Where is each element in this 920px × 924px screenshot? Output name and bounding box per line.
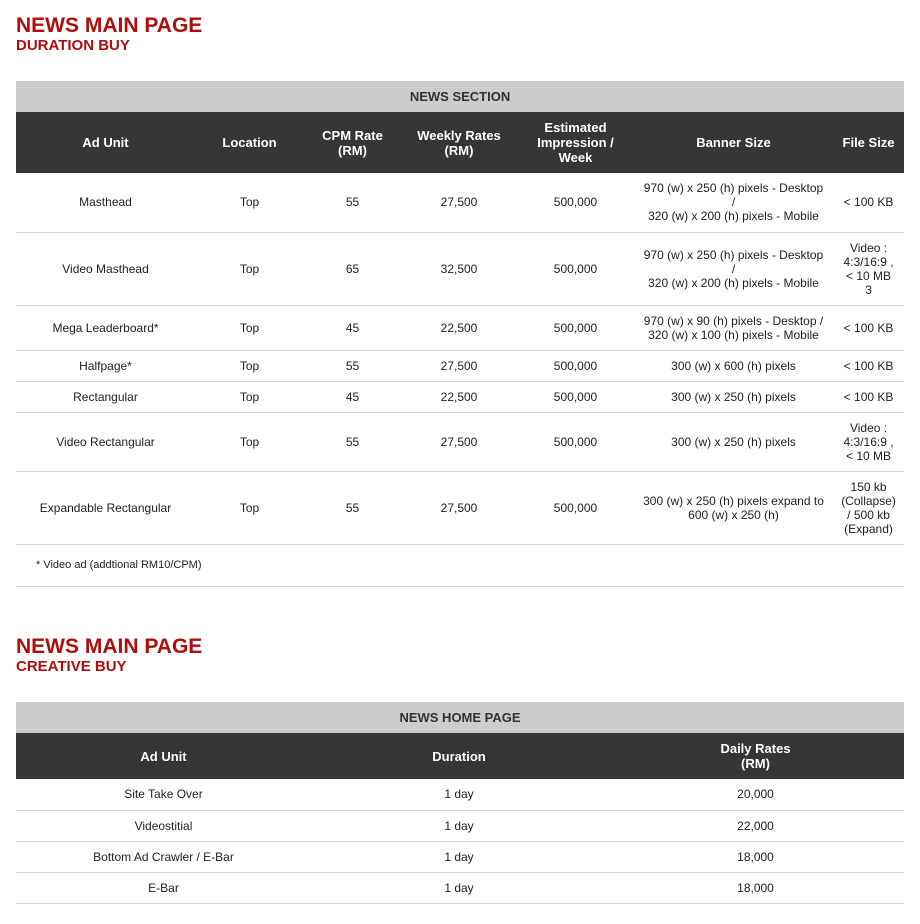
cell-file-size: Video : 4:3/16:9 , < 10 MB 3 [833,232,904,305]
header-estimated-impression: Estimated Impression / Week [517,112,634,173]
cell-file-size: 150 kb (Collapse) / 500 kb (Expand) [833,471,904,544]
cell-ad-unit: Mega Leaderboard* [16,305,195,350]
cell-banner-size: 300 (w) x 600 (h) pixels [634,350,833,381]
cell-daily-rate: 22,000 [607,810,904,841]
cell-ad-unit: Bottom Ad Crawler / E-Bar [16,841,311,872]
cell-impression: 500,000 [517,471,634,544]
cell-file-size: < 100 KB [833,305,904,350]
cell-impression: 500,000 [517,305,634,350]
header-file-size: File Size [833,112,904,173]
section2-title: NEWS MAIN PAGE [16,635,203,658]
duration-buy-table [16,81,904,587]
cell-duration: 1 day [311,872,607,903]
cell-ad-unit: Video Rectangular [16,412,195,471]
cell-ad-unit: Expandable Rectangular [16,471,195,544]
cell-cpm: 55 [304,412,401,471]
table-row [16,841,904,872]
cell-ad-unit: Masthead [16,173,195,232]
table-row [16,305,904,350]
cell-impression: 500,000 [517,232,634,305]
cell-location: Top [195,381,304,412]
table-row [16,412,904,471]
cell-location: Top [195,173,304,232]
cell-cpm: 55 [304,350,401,381]
table-row [16,471,904,544]
cell-file-size: < 100 KB [833,350,904,381]
cell-location: Top [195,232,304,305]
cell-banner-size: 300 (w) x 250 (h) pixels [634,381,833,412]
cell-impression: 500,000 [517,381,634,412]
cell-weekly: 22,500 [401,305,517,350]
cell-location: Top [195,412,304,471]
table-row [16,810,904,841]
cell-ad-unit: E-Bar [16,872,311,903]
cell-location: Top [195,350,304,381]
table-row [16,350,904,381]
table-row [16,779,904,810]
header-location: Location [195,112,304,173]
section2-subtitle: CREATIVE BUY [16,658,127,675]
table-row [16,872,904,903]
table-row [16,381,904,412]
table-caption: NEWS SECTION [16,81,904,112]
cell-daily-rate: 18,000 [607,841,904,872]
cell-ad-unit: Video Masthead [16,232,195,305]
header-daily-rates: Daily Rates (RM) [607,733,904,779]
cell-cpm: 55 [304,173,401,232]
cell-banner-size: 300 (w) x 250 (h) pixels [634,412,833,471]
header-weekly-rates: Weekly Rates (RM) [401,112,517,173]
section1-subtitle: DURATION BUY [16,37,130,54]
creative-buy-table [16,702,904,904]
cell-ad-unit: Videostitial [16,810,311,841]
cell-cpm: 55 [304,471,401,544]
cell-cpm: 45 [304,381,401,412]
cell-weekly: 27,500 [401,173,517,232]
cell-daily-rate: 18,000 [607,872,904,903]
cell-duration: 1 day [311,810,607,841]
cell-file-size: < 100 KB [833,381,904,412]
cell-duration: 1 day [311,779,607,810]
cell-location: Top [195,305,304,350]
cell-cpm: 45 [304,305,401,350]
cell-duration: 1 day [311,841,607,872]
cell-banner-size: 970 (w) x 250 (h) pixels - Desktop / 320 (w) x 200 (h) pixels - Mobile [634,173,833,232]
cell-weekly: 22,500 [401,381,517,412]
table-caption: NEWS HOME PAGE [16,702,904,733]
cell-weekly: 27,500 [401,350,517,381]
table-note-row [16,544,904,586]
section1-title: NEWS MAIN PAGE [16,14,203,37]
video-ad-note: * Video ad (addtional RM10/CPM) [16,544,904,586]
cell-daily-rate: 20,000 [607,779,904,810]
cell-impression: 500,000 [517,350,634,381]
cell-file-size: < 100 KB [833,173,904,232]
header-cpm-rate: CPM Rate (RM) [304,112,401,173]
cell-weekly: 27,500 [401,412,517,471]
table-row [16,232,904,305]
cell-ad-unit: Rectangular [16,381,195,412]
header-duration: Duration [311,733,607,779]
cell-impression: 500,000 [517,412,634,471]
table-row [16,173,904,232]
cell-ad-unit: Halfpage* [16,350,195,381]
header-ad-unit: Ad Unit [16,112,195,173]
header-banner-size: Banner Size [634,112,833,173]
header-ad-unit: Ad Unit [16,733,311,779]
cell-cpm: 65 [304,232,401,305]
cell-location: Top [195,471,304,544]
cell-ad-unit: Site Take Over [16,779,311,810]
cell-banner-size: 300 (w) x 250 (h) pixels expand to 600 (w) x 250 (h) [634,471,833,544]
cell-weekly: 32,500 [401,232,517,305]
cell-file-size: Video : 4:3/16:9 , < 10 MB [833,412,904,471]
cell-banner-size: 970 (w) x 90 (h) pixels - Desktop / 320 (w) x 100 (h) pixels - Mobile [634,305,833,350]
cell-impression: 500,000 [517,173,634,232]
cell-banner-size: 970 (w) x 250 (h) pixels - Desktop / 320 (w) x 200 (h) pixels - Mobile [634,232,833,305]
cell-weekly: 27,500 [401,471,517,544]
